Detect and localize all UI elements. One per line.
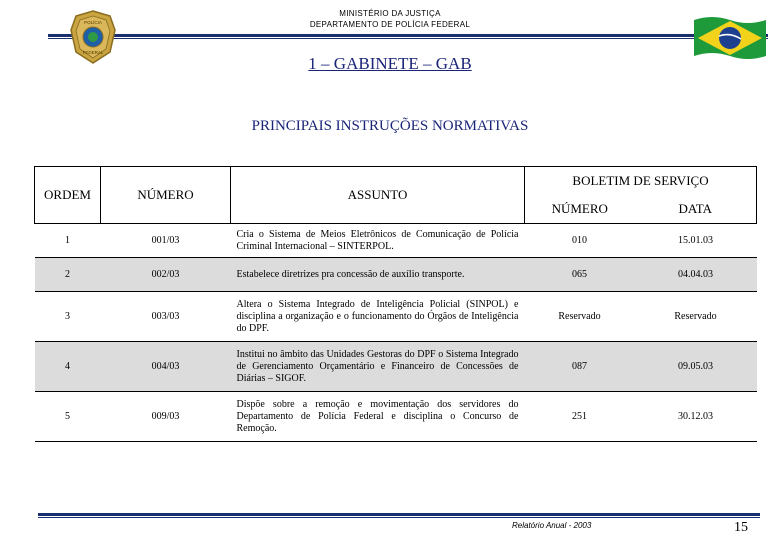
cell-numero: 003/03 [101, 292, 231, 342]
cell-assunto: Estabelece diretrizes pra concessão de auxílio transporte. [231, 258, 525, 292]
cell-bs-numero: 251 [525, 392, 635, 442]
cell-numero: 004/03 [101, 342, 231, 392]
department-name: DEPARTAMENTO DE POLÍCIA FEDERAL [309, 20, 471, 29]
cell-bs-numero: 065 [525, 258, 635, 292]
footer-report-label: Relatório Anual - 2003 [512, 521, 592, 530]
cell-ordem: 2 [35, 258, 101, 292]
footer-divider [38, 513, 760, 516]
header-divider-thin [48, 38, 768, 39]
cell-bs-data: 04.04.03 [635, 258, 757, 292]
cell-assunto: Institui no âmbito das Unidades Gestoras do DPF o Sistema Integrado de Gerenciamento Orçamentário e Financeiro de Concessões de Diárias – SIGOF. [231, 342, 525, 392]
table-row [35, 392, 757, 442]
table-header-row [35, 167, 757, 196]
cell-numero: 002/03 [101, 258, 231, 292]
ministry-name: MINISTÉRIO DA JUSTIÇA [339, 9, 441, 18]
table-row [35, 224, 757, 258]
header-divider [48, 34, 768, 37]
cell-assunto: Cria o Sistema de Meios Eletrônicos de Comunicação de Polícia Criminal Internacional – SINTERPOL. [231, 224, 525, 258]
cell-ordem: 1 [35, 224, 101, 258]
cell-numero: 009/03 [101, 392, 231, 442]
header-bs-numero: NÚMERO [525, 195, 635, 224]
cell-bs-data: Reservado [635, 292, 757, 342]
header-ordem: ORDEM [35, 167, 101, 224]
cell-bs-numero: 087 [525, 342, 635, 392]
cell-assunto: Altera o Sistema Integrado de Inteligência Policial (SINPOL) e disciplina a organização e o funcionamento do Órgãos de Inteligência do DPF. [231, 292, 525, 342]
cell-bs-numero: 010 [525, 224, 635, 258]
cell-ordem: 3 [35, 292, 101, 342]
page-number: 15 [734, 520, 748, 535]
badge-bottom-text: FEDERAL [82, 50, 104, 55]
cell-numero: 001/03 [101, 224, 231, 258]
cell-bs-data: 15.01.03 [635, 224, 757, 258]
cell-ordem: 5 [35, 392, 101, 442]
cell-bs-numero: Reservado [525, 292, 635, 342]
cell-ordem: 4 [35, 342, 101, 392]
header-bs-data: DATA [635, 195, 757, 224]
instructions-table [34, 166, 757, 442]
cell-bs-data: 30.12.03 [635, 392, 757, 442]
page-title: 1 – GABINETE – GAB [308, 54, 472, 73]
table-row [35, 258, 757, 292]
header-boletim: BOLETIM DE SERVIÇO [525, 167, 757, 196]
header-assunto: ASSUNTO [231, 167, 525, 224]
cell-assunto: Dispõe sobre a remoção e movimentação dos servidores do Departamento de Polícia Federal e disciplina o Concurso de Remoção. [231, 392, 525, 442]
header-title [0, 8, 780, 30]
section-subtitle: PRINCIPAIS INSTRUÇÕES NORMATIVAS [251, 118, 529, 134]
badge-top-text: POLÍCIA [84, 20, 102, 25]
cell-bs-data: 09.05.03 [635, 342, 757, 392]
table-row [35, 292, 757, 342]
table-row [35, 342, 757, 392]
footer-divider-thin [38, 517, 760, 518]
header-numero: NÚMERO [101, 167, 231, 224]
